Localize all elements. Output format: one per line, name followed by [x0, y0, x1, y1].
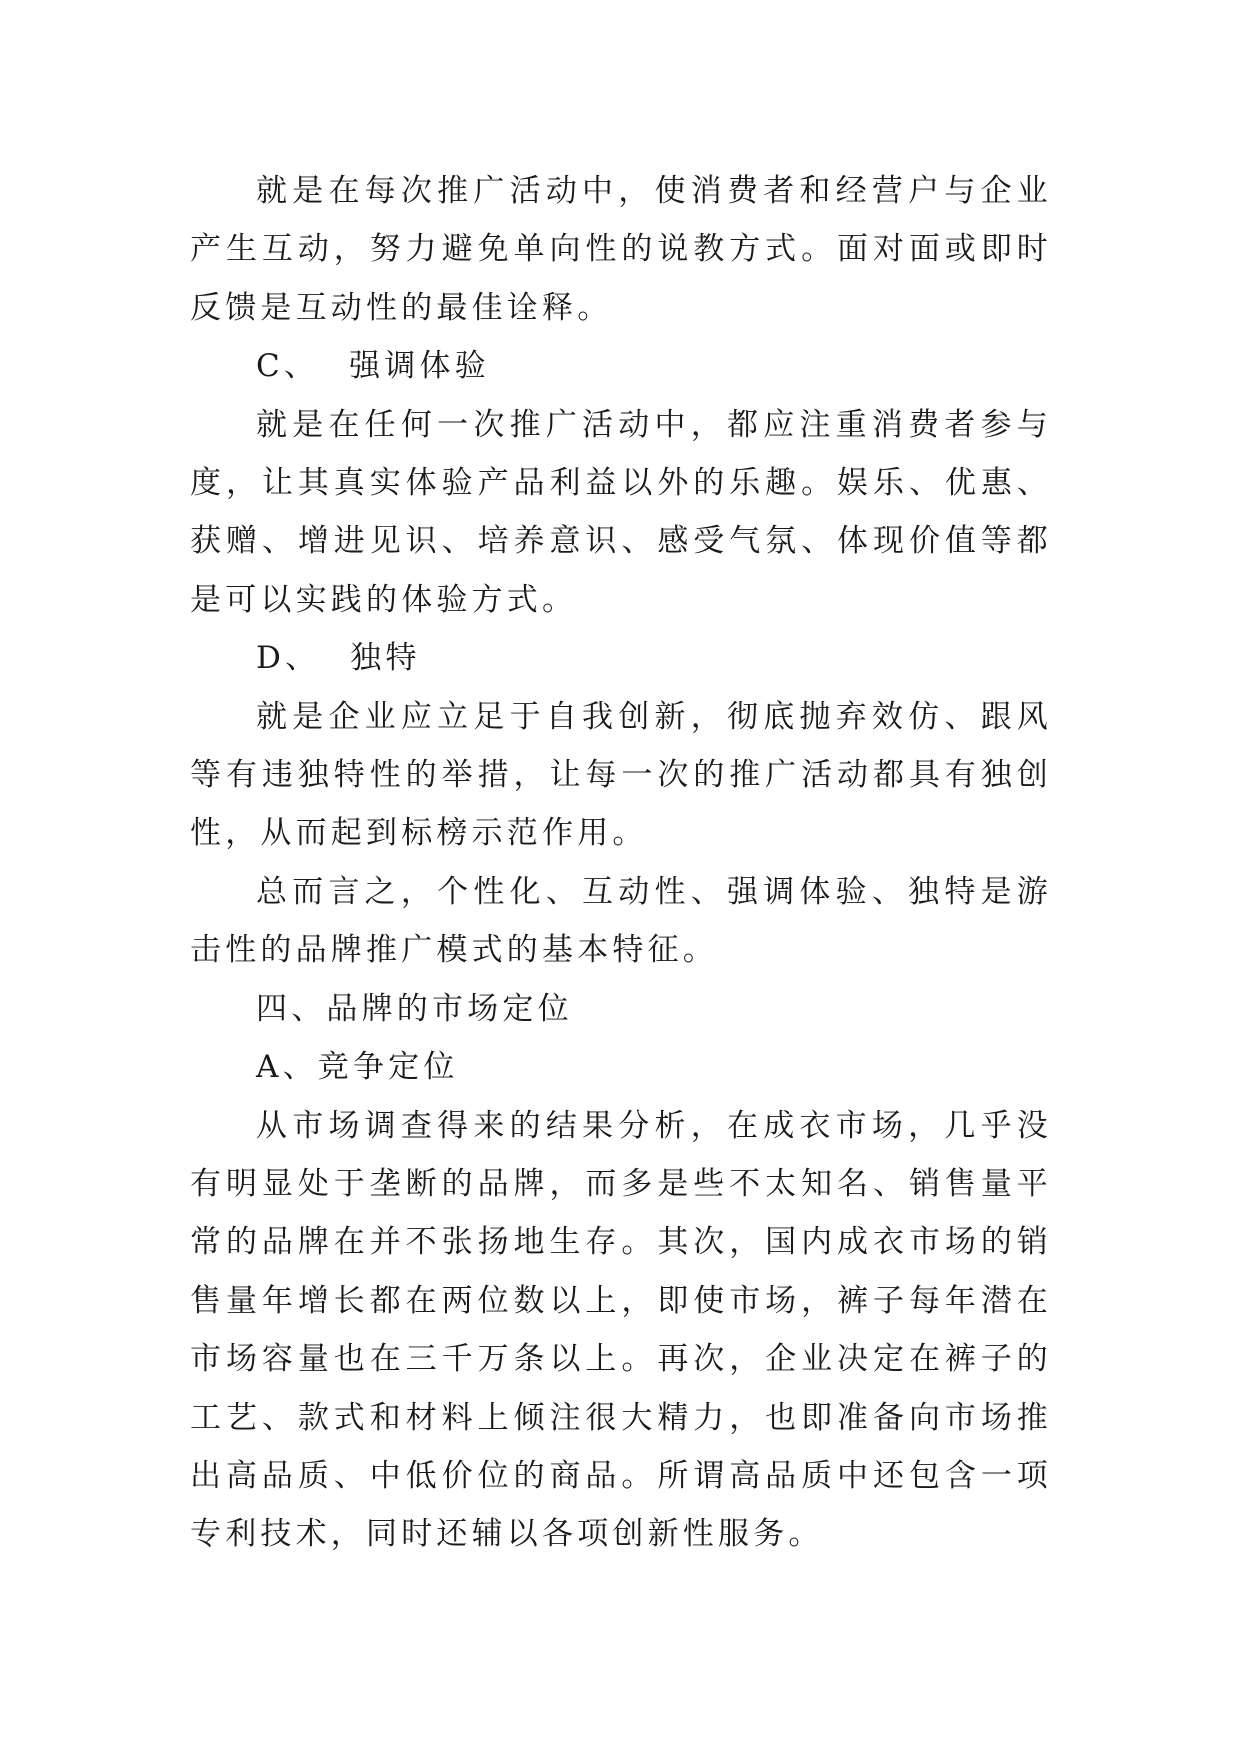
- paragraph-experience: 就是在任何一次推广活动中，都应注重消费者参与度，让其真实体验产品利益以外的乐趣。娱乐、优惠、获赠、增进见识、培养意识、感受气氛、体现价值等都是可以实践的体验方式。: [190, 406, 1052, 618]
- paragraph-market-analysis: 从市场调查得来的结果分析，在成衣市场，几乎没有明显处于垄断的品牌，而多是些不太知名、销售量平常的品牌在并不张扬地生存。其次，国内成衣市场的销售量年增长都在两位数以上，即使市场，裤子每年潜在市场容量也在三千万条以上。再次，企业决定在裤子的工艺、款式和材料上倾注很大精力，也即准备向市场推出高品质、中低价位的商品。所谓高品质中还包含一项专利技术，同时还辅以各项创新性服务。: [190, 1107, 1052, 1553]
- heading-marker: D、: [256, 640, 321, 677]
- heading-label: 独特: [350, 640, 421, 677]
- paragraph-uniqueness: 就是企业应立足于自我创新，彻底抛弃效仿、跟风等有违独特性的举措，让每一次的推广活动都具有独创性，从而起到标榜示范作用。: [190, 698, 1052, 852]
- heading-emphasize-experience: [190, 337, 1052, 395]
- heading-marker: C、: [256, 348, 320, 385]
- paragraph-summary: 总而言之，个性化、互动性、强调体验、独特是游击性的品牌推广模式的基本特征。: [190, 873, 1052, 969]
- heading-uniqueness: [190, 629, 1052, 687]
- document-body: [190, 162, 1052, 1564]
- heading-label: 强调体验: [349, 348, 490, 385]
- subheading-competitive-positioning: A、竞争定位: [256, 1049, 459, 1086]
- section-heading-brand-positioning: 四、品牌的市场定位: [256, 990, 573, 1027]
- paragraph-interactivity: 就是在每次推广活动中，使消费者和经营户与企业产生互动，努力避免单向性的说教方式。面对面或即时反馈是互动性的最佳诠释。: [190, 173, 1052, 326]
